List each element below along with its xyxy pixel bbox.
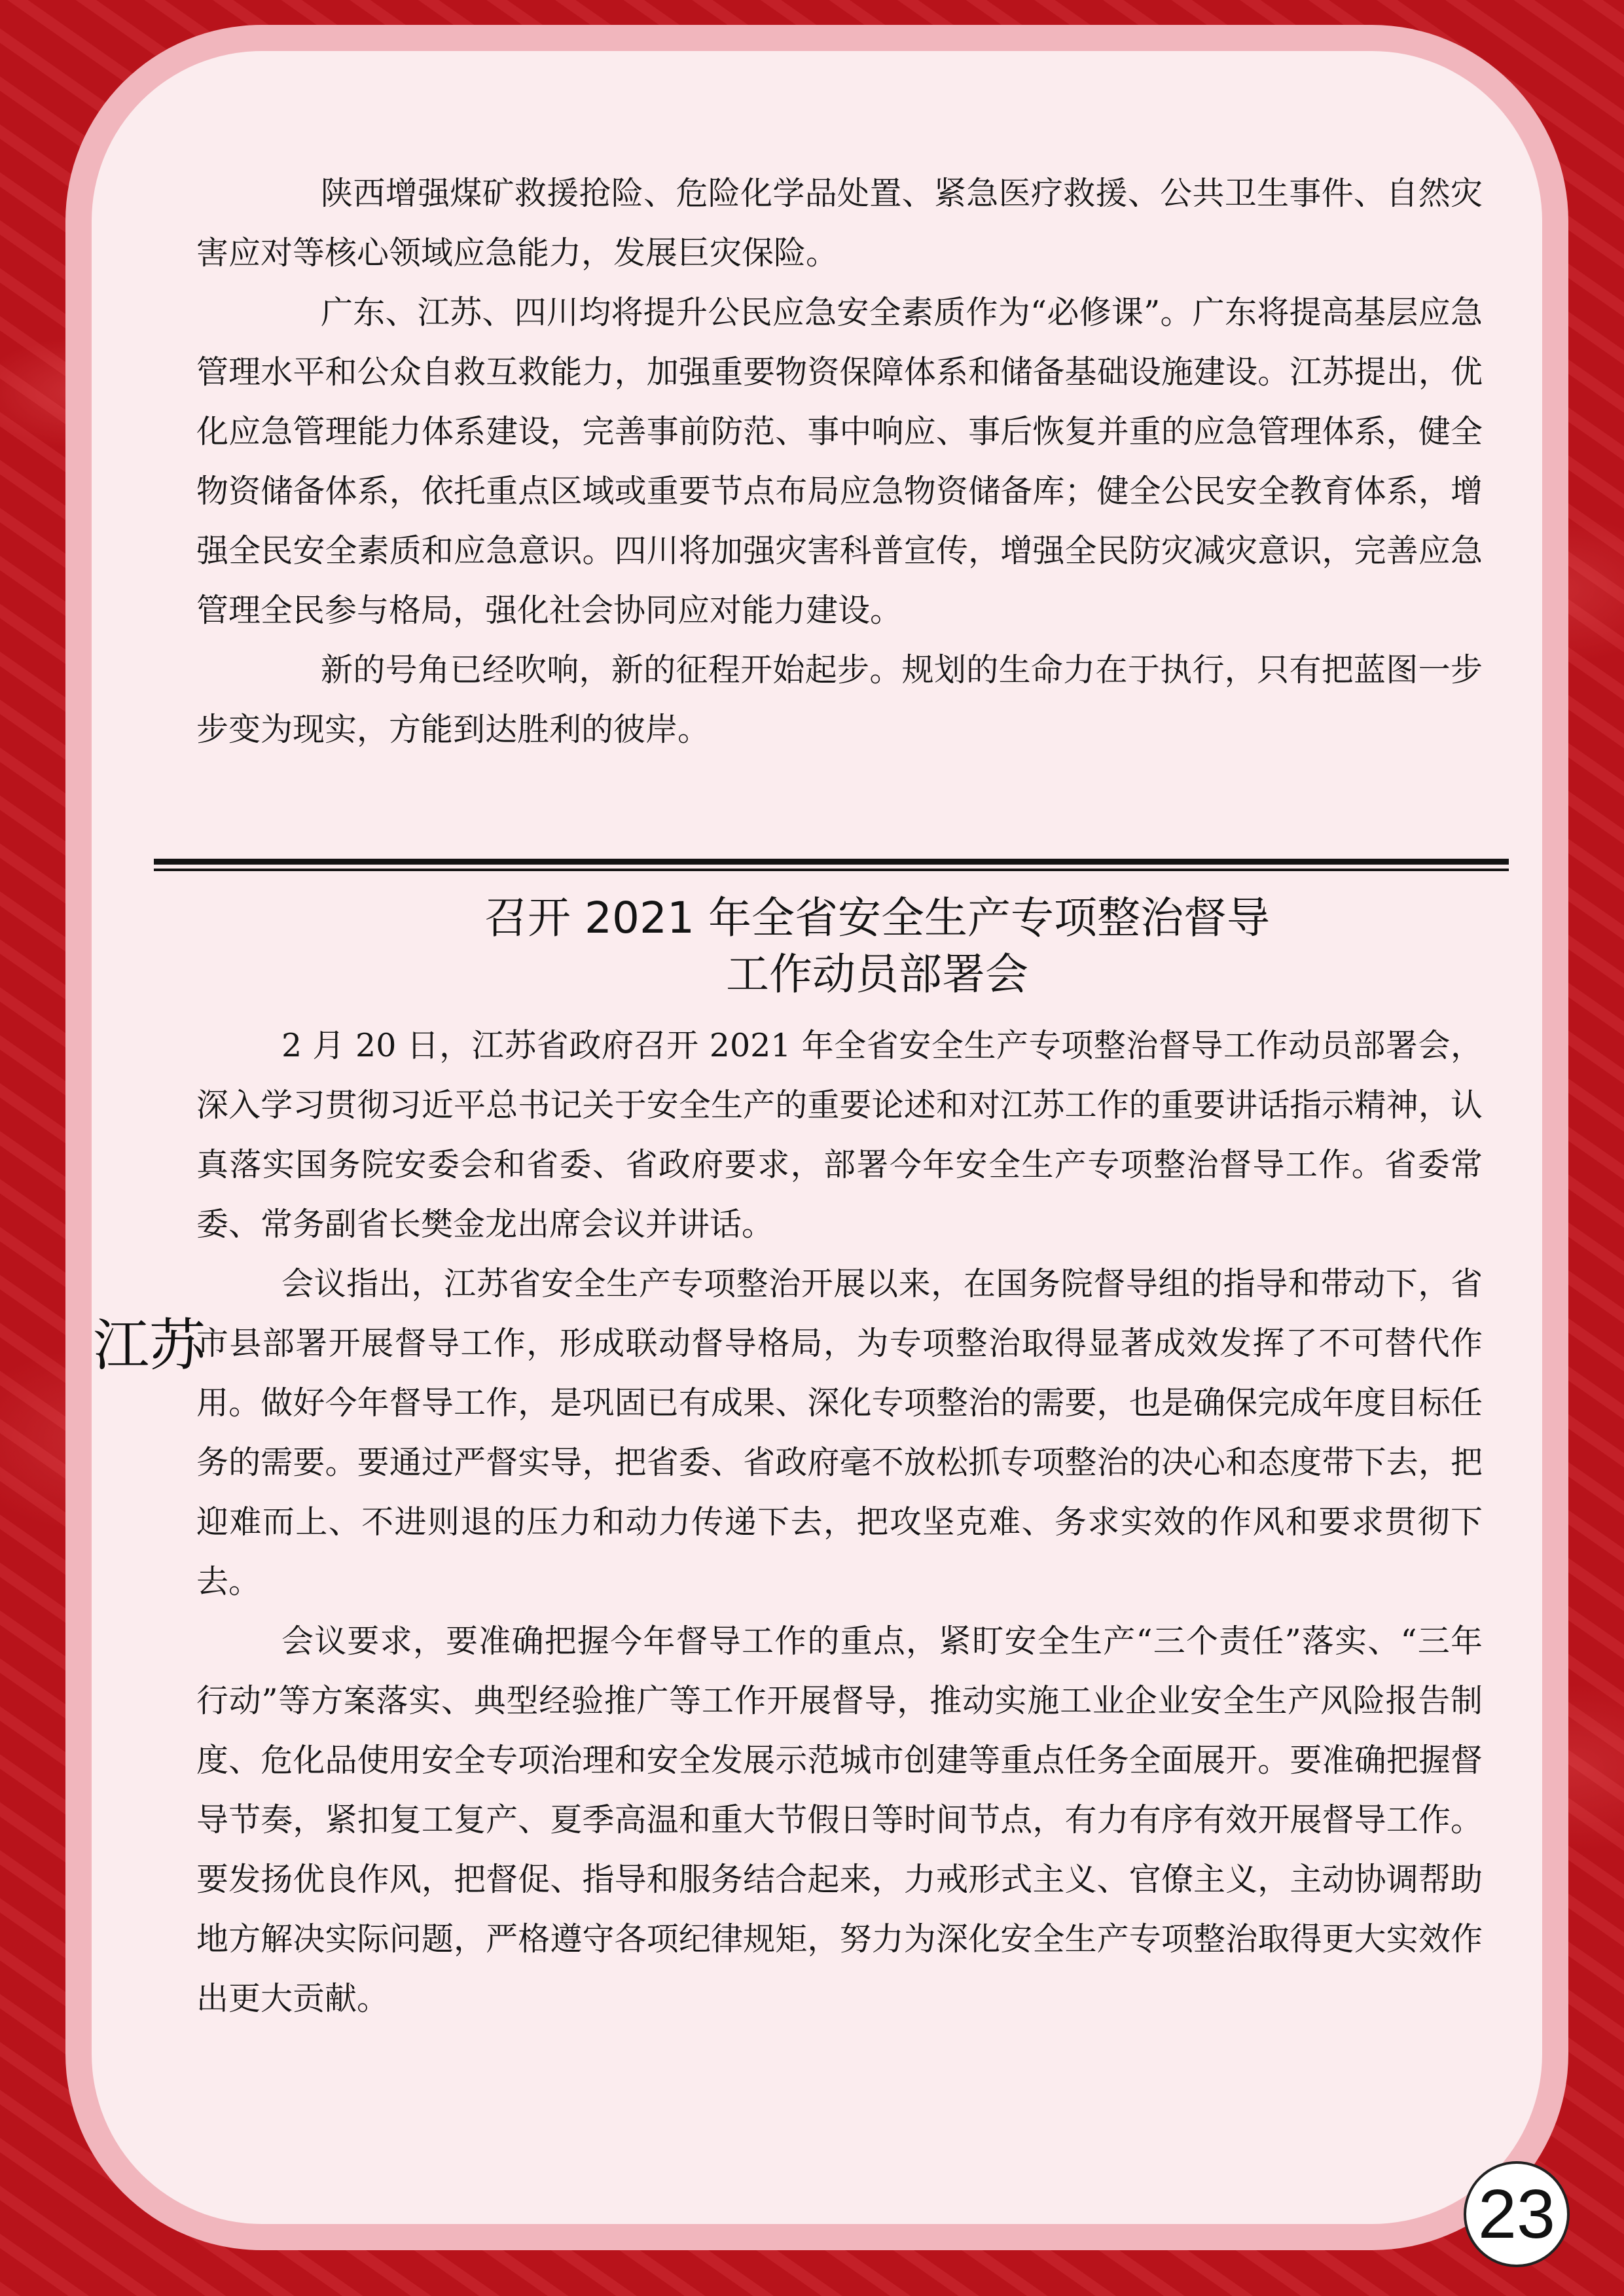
article-title-line-1: 召开 2021 年全省安全生产专项整治督导 — [484, 893, 1270, 943]
paragraph: 会议要求，要准确把握今年督导工作的重点，紧盯安全生产“三个责任”落实、“三年行动”等方案落实、典型经验推广等工作开展督导，推动实施工业企业安全生产风险报告制度、危化品使用安全专项治理和安全发展示范城市创建等重点任务全面展开。要准确把握督导节奏，紧扣复工复产、夏季高温和重大节假日等时间节点，有力有序有效开展督导工作。要发扬优良作风，把督促、指导和服务结合起来，力戒形式主义、官僚主义，主动协调帮助地方解决实际问题，严格遵守各项纪律规矩，努力为深化安全生产专项整治取得更大实效作出更大贡献。 — [196, 1623, 1483, 2017]
article-title-line-2: 工作动员部署会 — [726, 949, 1028, 999]
article-title — [196, 890, 1558, 1003]
paragraph: 新的号角已经吹响，新的征程开始起步。规划的生命力在于执行，只有把蓝图一步步变为现实，方能到达胜利的彼岸。 — [196, 651, 1483, 748]
paragraph: 2 月 20 日，江苏省政府召开 2021 年全省安全生产专项整治督导工作动员部署会，深入学习贯彻习近平总书记关于安全生产的重要论述和对江苏工作的重要讲话指示精神，认真落实国务院安委会和省委、省政府要求，部署今年安全生产专项整治督导工作。省委常委、常务副省长樊金龙出席会议并讲话。 — [196, 1027, 1483, 1243]
section-divider — [154, 859, 1509, 865]
paragraph: 会议指出，江苏省安全生产专项整治开展以来，在国务院督导组的指导和带动下，省市县部署开展督导工作，形成联动督导格局，为专项整治取得显著成效发挥了不可替代作用。做好今年督导工作，是巩固已有成果、深化专项整治的需要，也是确保完成年度目标任务的需要。要通过严督实导，把省委、省政府毫不放松抓专项整治的决心和态度带下去，把迎难而上、不进则退的压力和动力传递下去，把攻坚克难、务求实效的作风和要求贯彻下去。 — [196, 1265, 1483, 1600]
article-body — [196, 1016, 1483, 2028]
section-divider-thin — [154, 869, 1509, 871]
page-number: 23 — [1464, 2161, 1570, 2267]
paragraph: 陕西增强煤矿救援抢险、危险化学品处置、紧急医疗救援、公共卫生事件、自然灾害应对等核心领域应急能力，发展巨灾保险。 — [196, 175, 1483, 272]
paragraph: 广东、江苏、四川均将提升公民应急安全素质作为“必修课”。广东将提高基层应急管理水平和公众自救互救能力，加强重要物资保障体系和储备基础设施建设。江苏提出，优化应急管理能力体系建设，完善事前防范、事中响应、事后恢复并重的应急管理体系，健全物资储备体系，依托重点区域或重要节点布局应急物资储备库；健全公民安全教育体系，增强全民安全素质和应急意识。四川将加强灾害科普宣传，增强全民防灾减灾意识，完善应急管理全民参与格局，强化社会协同应对能力建设。 — [196, 294, 1483, 629]
article-continued — [196, 164, 1483, 759]
province-label: 江苏 — [93, 1313, 206, 1378]
